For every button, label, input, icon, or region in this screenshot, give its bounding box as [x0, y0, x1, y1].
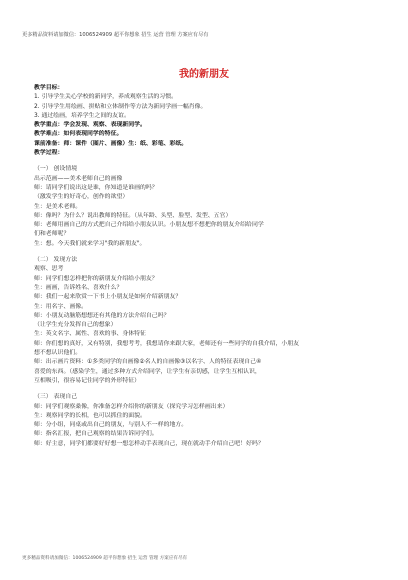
text-line: 生：用名字、画像。: [34, 303, 88, 310]
section-heading-line: 教学重点：学会发现、观察、表现新同学。: [34, 122, 146, 129]
section-3: [34, 256, 379, 386]
page-footer: 更多精品资料请加微信：1006524909 超平你想象 招生 运营 管理 方案应有尽有: [22, 556, 188, 561]
text-line: 生：画画，告诉姓名、喜欢什么？: [34, 284, 123, 291]
text-line: 师：老师用画自己的方式把自己介绍给小朋友认识。小朋友想不想把你的朋友介绍给同学: [34, 222, 264, 229]
text-line: 生：想。今天我们就来学习"我的新朋友"。: [34, 240, 146, 247]
text-line: 师：出示画片资料：①多类同学的自画像②名人的自画像③以名字、人的特征表现自己④: [34, 359, 262, 366]
text-line: （一） 创设情境: [34, 166, 78, 173]
text-line: 生：英文名字、属性、喜欢的事、身体特征: [34, 331, 146, 338]
section-1: [34, 84, 379, 158]
text-line: 师：你们想的真好，又有特别，我想考考，我想请你来跟大家，老师还有一些同学的自我介绍，小朋友: [34, 340, 300, 347]
section-heading-line: 教学过程：: [34, 150, 64, 157]
section-heading-line: 教学目标：: [34, 85, 64, 91]
page-header: 更多精品资料请加微信：1006524909 超平你想象 招生 运营 管理 方案应有尽有: [22, 32, 209, 38]
text-line: （激发学生的好奇心，创作的欲望）: [34, 194, 129, 201]
text-line: 互相吸引，很容易记住同学的外形特征）: [34, 377, 141, 384]
text-line: 生：观察同学的长相，也可以抓住的面貌。: [34, 412, 146, 419]
text-line: （三） 表现自己: [34, 394, 78, 401]
text-line: 师：我们一起来欣赏一下书上小朋友是如何介绍新朋友？: [34, 294, 182, 301]
text-line: 观察、思考: [34, 266, 64, 273]
section-2: [34, 165, 379, 249]
text-line: 出示范画——美术老师自己的画像: [34, 175, 123, 182]
text-line: 2. 引导学生用绘画、拼贴和立体制作等方法为新同学画一幅肖像。: [34, 103, 207, 110]
text-line: 3. 通过绘画，培养学生之间的友谊。: [34, 112, 130, 119]
section-heading-line: 教学难点：如何表现同学的特征。: [34, 131, 123, 138]
text-line: 想不想认识他们。: [34, 350, 82, 357]
text-line: （让学生充分发挥自己的想象）: [34, 322, 117, 329]
text-line: 师：小朋友动脑筋想想还有其他的方法介绍自己吗？: [34, 312, 170, 319]
text-line: 师：指名汇报，把自己观察的结果告诉同学们。: [34, 431, 158, 438]
document-body: [34, 84, 379, 449]
text-line: 师：同学们观察桑像，你准备怎样介绍你的新朋友（探究学习怎样画出来）: [34, 403, 229, 410]
text-line: 1. 引导学生关心学校的新同学，养成观察生活的习惯。: [34, 94, 177, 101]
text-line: 喜爱的东西。（感染学生，通过多种方式介绍同学，让学生有亲切感，让学生互相认识，: [34, 368, 261, 375]
text-line: 们和老师呢？: [34, 231, 70, 238]
text-line: 师：同学们想怎样把你的新朋友介绍给小朋友？: [34, 275, 158, 282]
section-4: [34, 393, 379, 449]
section-gap: [34, 158, 379, 165]
section-gap: [34, 249, 379, 256]
text-line: 生：是美术老师。: [34, 203, 82, 210]
text-line: 师：请同学们说出这是谁，你知道是谁画的吗？: [34, 184, 158, 191]
section-gap: [34, 386, 379, 393]
text-line: （二） 发现方法: [34, 257, 78, 264]
section-heading-line: 课前准备：师：课件（图片、画像）生：纸、彩笔、彩纸。: [34, 140, 188, 147]
text-line: 师：分小组，同桌或出自己的朋友，与别人不一样的地方。: [34, 422, 188, 429]
text-line: 师：好主意，同学们都要好好想一想怎样动手表现自己，现在就动手介绍自己吧！好吗？: [34, 440, 264, 447]
document-title: 我的新朋友: [179, 69, 229, 80]
text-line: 师：像吗？为什么？说出教师的特征。（从年龄、头型、脸型、发型、五官）: [34, 212, 232, 219]
